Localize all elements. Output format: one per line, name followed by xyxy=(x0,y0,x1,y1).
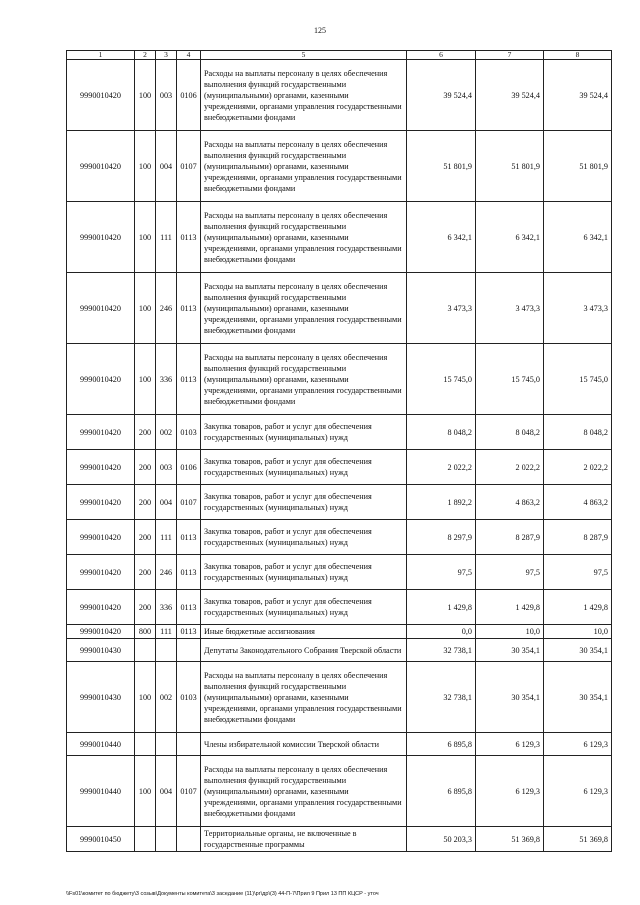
value-cell-col8: 3 473,3 xyxy=(544,273,612,344)
description-cell: Расходы на выплаты персоналу в целях обеспечения выполнения функций государственными (муниципальными) органами, казенными учреждениями, органами управления государственными внебюджетными фондами xyxy=(201,202,407,273)
grbs-code-cell: 002 xyxy=(156,415,177,450)
vr-code-cell: 200 xyxy=(135,520,156,555)
table-row xyxy=(67,639,612,662)
value-cell-col6: 15 745,0 xyxy=(407,344,476,415)
section-code-cell: 0106 xyxy=(177,60,201,131)
table-row xyxy=(67,555,612,590)
header-row xyxy=(67,51,612,60)
grbs-code-cell xyxy=(156,733,177,756)
vr-code-cell xyxy=(135,733,156,756)
section-code-cell: 0107 xyxy=(177,756,201,827)
description-cell: Депутаты Законодательного Собрания Тверской области xyxy=(201,639,407,662)
value-cell-col7: 10,0 xyxy=(476,625,544,639)
value-cell-col8: 30 354,1 xyxy=(544,639,612,662)
value-cell-col7: 4 863,2 xyxy=(476,485,544,520)
code-cell: 9990010420 xyxy=(67,273,135,344)
grbs-code-cell xyxy=(156,827,177,852)
grbs-code-cell: 336 xyxy=(156,590,177,625)
value-cell-col7: 30 354,1 xyxy=(476,662,544,733)
value-cell-col7: 51 801,9 xyxy=(476,131,544,202)
code-cell: 9990010420 xyxy=(67,60,135,131)
section-code-cell: 0113 xyxy=(177,273,201,344)
section-code-cell: 0103 xyxy=(177,415,201,450)
table-row xyxy=(67,273,612,344)
table-row xyxy=(67,756,612,827)
value-cell-col7: 3 473,3 xyxy=(476,273,544,344)
vr-code-cell: 100 xyxy=(135,344,156,415)
value-cell-col6: 6 895,8 xyxy=(407,756,476,827)
value-cell-col7: 30 354,1 xyxy=(476,639,544,662)
description-cell: Закупка товаров, работ и услуг для обеспечения государственных (муниципальных) нужд xyxy=(201,485,407,520)
page-number: 125 xyxy=(314,26,326,35)
section-code-cell xyxy=(177,733,201,756)
code-cell: 9990010440 xyxy=(67,733,135,756)
vr-code-cell: 200 xyxy=(135,590,156,625)
value-cell-col7: 39 524,4 xyxy=(476,60,544,131)
code-cell: 9990010420 xyxy=(67,450,135,485)
code-cell: 9990010420 xyxy=(67,520,135,555)
section-code-cell: 0103 xyxy=(177,662,201,733)
value-cell-col6: 6 895,8 xyxy=(407,733,476,756)
code-cell: 9990010420 xyxy=(67,131,135,202)
description-cell: Закупка товаров, работ и услуг для обеспечения государственных (муниципальных) нужд xyxy=(201,415,407,450)
table-row xyxy=(67,827,612,852)
value-cell-col8: 6 129,3 xyxy=(544,733,612,756)
value-cell-col8: 30 354,1 xyxy=(544,662,612,733)
table-row xyxy=(67,344,612,415)
section-code-cell: 0106 xyxy=(177,450,201,485)
grbs-code-cell: 004 xyxy=(156,131,177,202)
code-cell: 9990010430 xyxy=(67,662,135,733)
grbs-code-cell: 111 xyxy=(156,520,177,555)
value-cell-col6: 0,0 xyxy=(407,625,476,639)
value-cell-col8: 51 369,8 xyxy=(544,827,612,852)
table-row xyxy=(67,520,612,555)
description-cell: Закупка товаров, работ и услуг для обеспечения государственных (муниципальных) нужд xyxy=(201,555,407,590)
description-cell: Члены избирательной комиссии Тверской области xyxy=(201,733,407,756)
header-cell: 4 xyxy=(177,51,201,60)
vr-code-cell: 100 xyxy=(135,273,156,344)
description-cell: Расходы на выплаты персоналу в целях обеспечения выполнения функций государственными (муниципальными) органами, казенными учреждениями, органами управления государственными внебюджетными фондами xyxy=(201,344,407,415)
header-cell: 6 xyxy=(407,51,476,60)
value-cell-col6: 32 738,1 xyxy=(407,639,476,662)
grbs-code-cell xyxy=(156,639,177,662)
code-cell: 9990010420 xyxy=(67,485,135,520)
header-cell: 2 xyxy=(135,51,156,60)
value-cell-col7: 6 129,3 xyxy=(476,733,544,756)
value-cell-col7: 1 429,8 xyxy=(476,590,544,625)
vr-code-cell: 100 xyxy=(135,131,156,202)
grbs-code-cell: 004 xyxy=(156,485,177,520)
section-code-cell xyxy=(177,827,201,852)
value-cell-col7: 8 287,9 xyxy=(476,520,544,555)
grbs-code-cell: 111 xyxy=(156,202,177,273)
value-cell-col8: 6 129,3 xyxy=(544,756,612,827)
vr-code-cell: 200 xyxy=(135,415,156,450)
value-cell-col8: 4 863,2 xyxy=(544,485,612,520)
budget-table xyxy=(66,50,612,852)
grbs-code-cell: 246 xyxy=(156,555,177,590)
description-cell: Расходы на выплаты персоналу в целях обеспечения выполнения функций государственными (муниципальными) органами, казенными учреждениями, органами управления государственными внебюджетными фондами xyxy=(201,662,407,733)
table-row xyxy=(67,60,612,131)
table-row xyxy=(67,485,612,520)
value-cell-col7: 6 129,3 xyxy=(476,756,544,827)
vr-code-cell xyxy=(135,827,156,852)
table-row xyxy=(67,733,612,756)
vr-code-cell: 800 xyxy=(135,625,156,639)
value-cell-col8: 39 524,4 xyxy=(544,60,612,131)
value-cell-col6: 50 203,3 xyxy=(407,827,476,852)
value-cell-col7: 8 048,2 xyxy=(476,415,544,450)
value-cell-col7: 15 745,0 xyxy=(476,344,544,415)
grbs-code-cell: 003 xyxy=(156,60,177,131)
code-cell: 9990010430 xyxy=(67,639,135,662)
value-cell-col8: 51 801,9 xyxy=(544,131,612,202)
code-cell: 9990010420 xyxy=(67,625,135,639)
value-cell-col7: 97,5 xyxy=(476,555,544,590)
section-code-cell: 0113 xyxy=(177,344,201,415)
section-code-cell: 0113 xyxy=(177,202,201,273)
value-cell-col8: 6 342,1 xyxy=(544,202,612,273)
section-code-cell xyxy=(177,639,201,662)
section-code-cell: 0113 xyxy=(177,555,201,590)
vr-code-cell: 100 xyxy=(135,202,156,273)
description-cell: Расходы на выплаты персоналу в целях обеспечения выполнения функций государственными (муниципальными) органами, казенными учреждениями, органами управления государственными внебюджетными фондами xyxy=(201,60,407,131)
table-row xyxy=(67,450,612,485)
table-row xyxy=(67,131,612,202)
description-cell: Расходы на выплаты персоналу в целях обеспечения выполнения функций государственными (муниципальными) органами, казенными учреждениями, органами управления государственными внебюджетными фондами xyxy=(201,131,407,202)
grbs-code-cell: 246 xyxy=(156,273,177,344)
value-cell-col8: 8 048,2 xyxy=(544,415,612,450)
vr-code-cell: 200 xyxy=(135,555,156,590)
description-cell: Закупка товаров, работ и услуг для обеспечения государственных (муниципальных) нужд xyxy=(201,520,407,555)
section-code-cell: 0107 xyxy=(177,131,201,202)
vr-code-cell xyxy=(135,639,156,662)
section-code-cell: 0113 xyxy=(177,625,201,639)
value-cell-col7: 51 369,8 xyxy=(476,827,544,852)
code-cell: 9990010420 xyxy=(67,590,135,625)
header-cell: 3 xyxy=(156,51,177,60)
value-cell-col6: 8 297,9 xyxy=(407,520,476,555)
vr-code-cell: 200 xyxy=(135,485,156,520)
grbs-code-cell: 004 xyxy=(156,756,177,827)
table-row xyxy=(67,202,612,273)
grbs-code-cell: 002 xyxy=(156,662,177,733)
description-cell: Закупка товаров, работ и услуг для обеспечения государственных (муниципальных) нужд xyxy=(201,450,407,485)
section-code-cell: 0113 xyxy=(177,520,201,555)
table-row xyxy=(67,415,612,450)
description-cell: Иные бюджетные ассигнования xyxy=(201,625,407,639)
table-row xyxy=(67,590,612,625)
value-cell-col6: 32 738,1 xyxy=(407,662,476,733)
header-cell: 1 xyxy=(67,51,135,60)
value-cell-col8: 10,0 xyxy=(544,625,612,639)
file-path-footer: \\Fs01\комитет по бюджету\3 созыв\Документы комитета\3 заседание (11)\рг\др\(3) 44-П-7\Прил 9 Прил 13 ПП КЦСР - уточ xyxy=(66,891,379,897)
description-cell: Расходы на выплаты персоналу в целях обеспечения выполнения функций государственными (муниципальными) органами, казенными учреждениями, органами управления государственными внебюджетными фондами xyxy=(201,756,407,827)
value-cell-col8: 97,5 xyxy=(544,555,612,590)
value-cell-col6: 6 342,1 xyxy=(407,202,476,273)
vr-code-cell: 200 xyxy=(135,450,156,485)
section-code-cell: 0113 xyxy=(177,590,201,625)
section-code-cell: 0107 xyxy=(177,485,201,520)
table-body xyxy=(67,60,612,852)
description-cell: Территориальные органы, не включенные в государственные программы xyxy=(201,827,407,852)
value-cell-col6: 8 048,2 xyxy=(407,415,476,450)
code-cell: 9990010420 xyxy=(67,415,135,450)
table-row xyxy=(67,662,612,733)
description-cell: Расходы на выплаты персоналу в целях обеспечения выполнения функций государственными (муниципальными) органами, казенными учреждениями, органами управления государственными внебюджетными фондами xyxy=(201,273,407,344)
value-cell-col7: 6 342,1 xyxy=(476,202,544,273)
value-cell-col8: 1 429,8 xyxy=(544,590,612,625)
value-cell-col6: 1 429,8 xyxy=(407,590,476,625)
grbs-code-cell: 336 xyxy=(156,344,177,415)
code-cell: 9990010420 xyxy=(67,202,135,273)
description-cell: Закупка товаров, работ и услуг для обеспечения государственных (муниципальных) нужд xyxy=(201,590,407,625)
grbs-code-cell: 111 xyxy=(156,625,177,639)
header-cell: 5 xyxy=(201,51,407,60)
vr-code-cell: 100 xyxy=(135,662,156,733)
grbs-code-cell: 003 xyxy=(156,450,177,485)
value-cell-col7: 2 022,2 xyxy=(476,450,544,485)
header-cell: 7 xyxy=(476,51,544,60)
value-cell-col6: 2 022,2 xyxy=(407,450,476,485)
code-cell: 9990010420 xyxy=(67,344,135,415)
vr-code-cell: 100 xyxy=(135,60,156,131)
header-cell: 8 xyxy=(544,51,612,60)
value-cell-col6: 1 892,2 xyxy=(407,485,476,520)
value-cell-col8: 8 287,9 xyxy=(544,520,612,555)
value-cell-col6: 51 801,9 xyxy=(407,131,476,202)
value-cell-col6: 39 524,4 xyxy=(407,60,476,131)
vr-code-cell: 100 xyxy=(135,756,156,827)
value-cell-col6: 3 473,3 xyxy=(407,273,476,344)
value-cell-col8: 2 022,2 xyxy=(544,450,612,485)
code-cell: 9990010420 xyxy=(67,555,135,590)
code-cell: 9990010450 xyxy=(67,827,135,852)
table-row xyxy=(67,625,612,639)
code-cell: 9990010440 xyxy=(67,756,135,827)
value-cell-col6: 97,5 xyxy=(407,555,476,590)
value-cell-col8: 15 745,0 xyxy=(544,344,612,415)
